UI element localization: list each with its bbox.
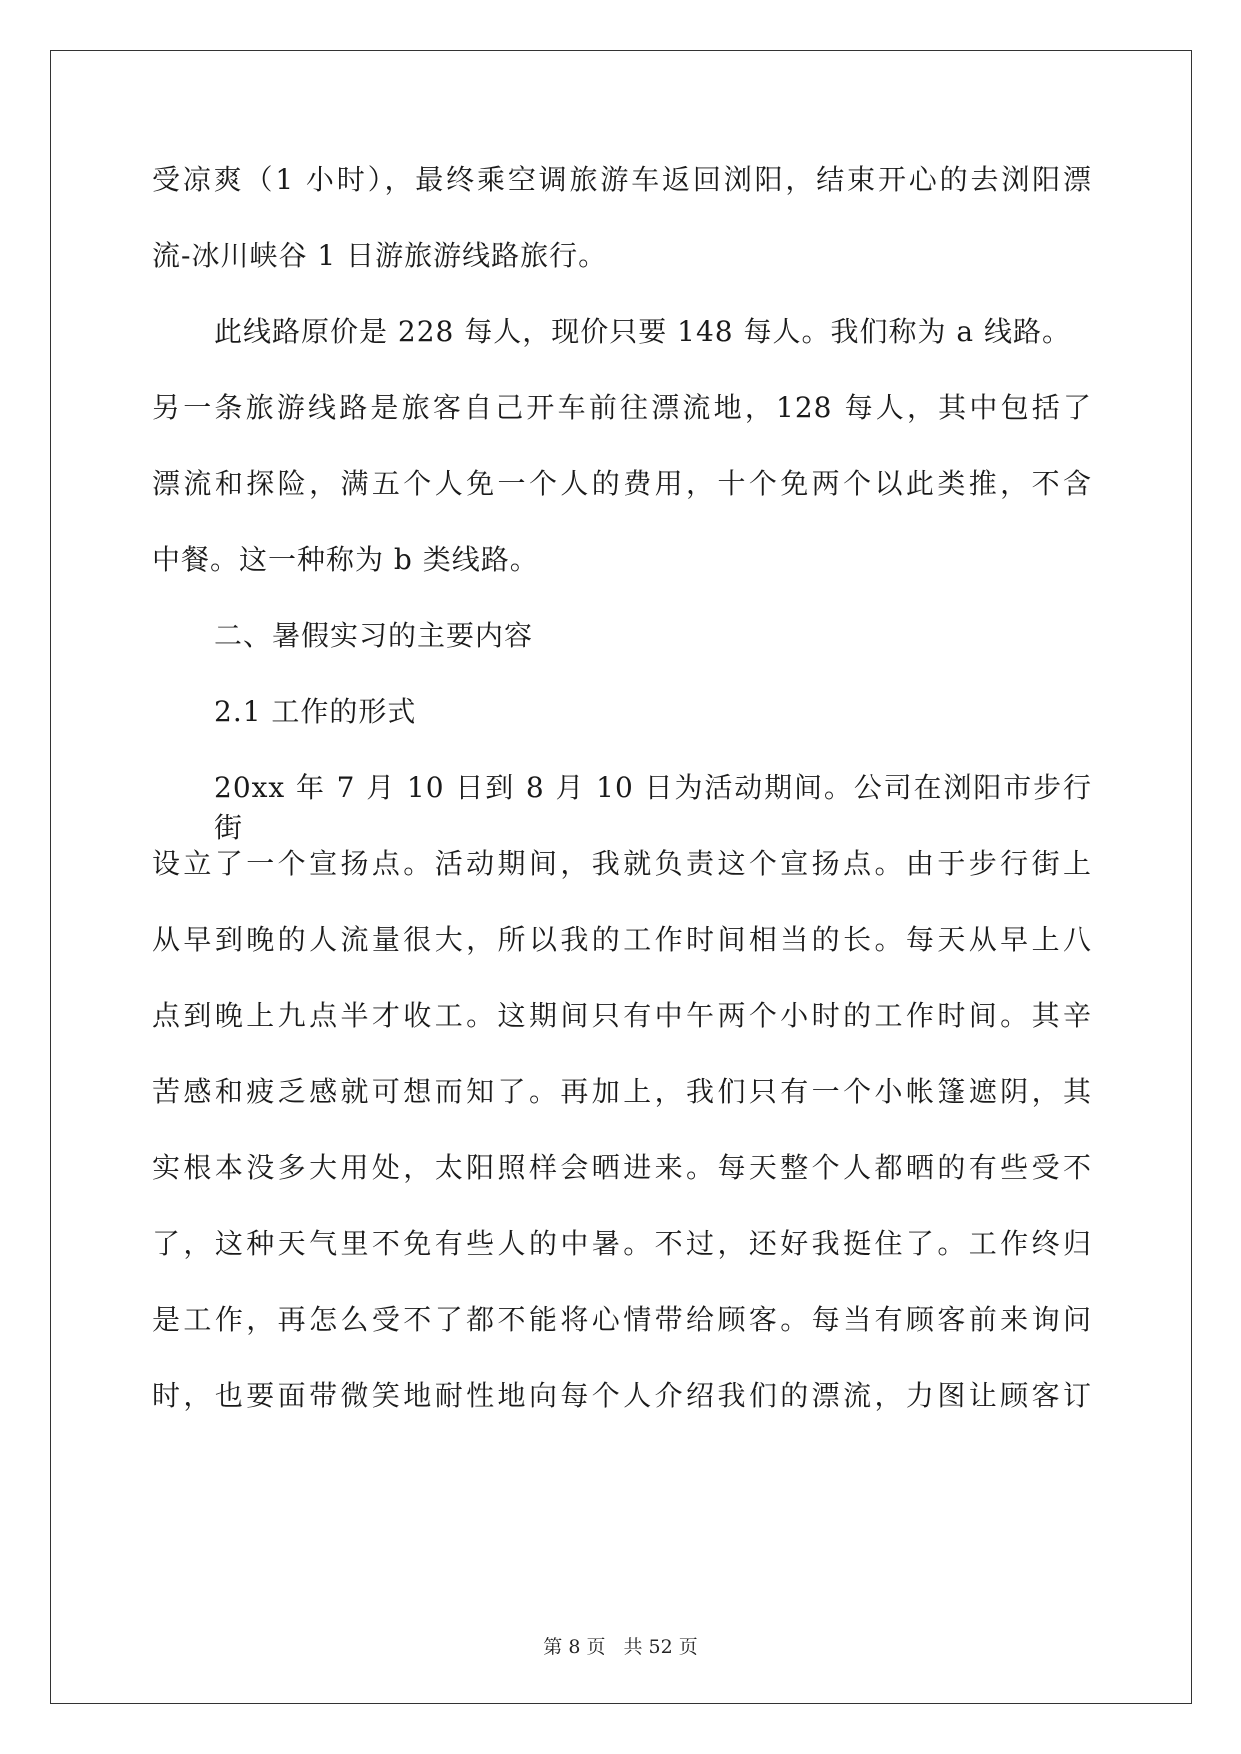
- text-line: 了，这种天气里不免有些人的中暑。不过，还好我挺住了。工作终归: [152, 1227, 1092, 1260]
- subsection-heading: 2.1 工作的形式: [214, 695, 417, 728]
- text-line: 此线路原价是 228 每人，现价只要 148 每人。我们称为 a 线路。: [214, 315, 1071, 348]
- page-footer: [0, 1632, 1241, 1659]
- text-line: 流-冰川峡谷 1 日游旅游线路旅行。: [152, 239, 608, 272]
- text-line: 另一条旅游线路是旅客自己开车前往漂流地，128 每人，其中包括了: [152, 391, 1092, 424]
- text-line: 漂流和探险，满五个人免一个人的费用，十个免两个以此类推，不含: [152, 467, 1092, 500]
- text-line: 20xx 年 7 月 10 日到 8 月 10 日为活动期间。公司在浏阳市步行街: [214, 771, 1092, 844]
- text-line: 时，也要面带微笑地耐性地向每个人介绍我们的漂流，力图让顾客订: [152, 1379, 1092, 1412]
- text-line: 从早到晚的人流量很大，所以我的工作时间相当的长。每天从早上八: [152, 923, 1092, 956]
- text-line: 中餐。这一种称为 b 类线路。: [152, 543, 539, 576]
- text-line: 点到晚上九点半才收工。这期间只有中午两个小时的工作时间。其辛: [152, 999, 1092, 1032]
- text-line: 受凉爽（1 小时），最终乘空调旅游车返回浏阳，结束开心的去浏阳漂: [152, 163, 1092, 196]
- text-line: 苦感和疲乏感就可想而知了。再加上，我们只有一个小帐篷遮阴，其: [152, 1075, 1092, 1108]
- text-line: 实根本没多大用处，太阳照样会晒进来。每天整个人都晒的有些受不: [152, 1151, 1092, 1184]
- page-number: 第 8 页: [543, 1636, 606, 1658]
- section-heading: 二、暑假实习的主要内容: [214, 619, 534, 652]
- text-line: 设立了一个宣扬点。活动期间，我就负责这个宣扬点。由于步行街上: [152, 847, 1092, 880]
- page-total: 共 52 页: [623, 1636, 698, 1658]
- text-line: 是工作，再怎么受不了都不能将心情带给顾客。每当有顾客前来询问: [152, 1303, 1092, 1336]
